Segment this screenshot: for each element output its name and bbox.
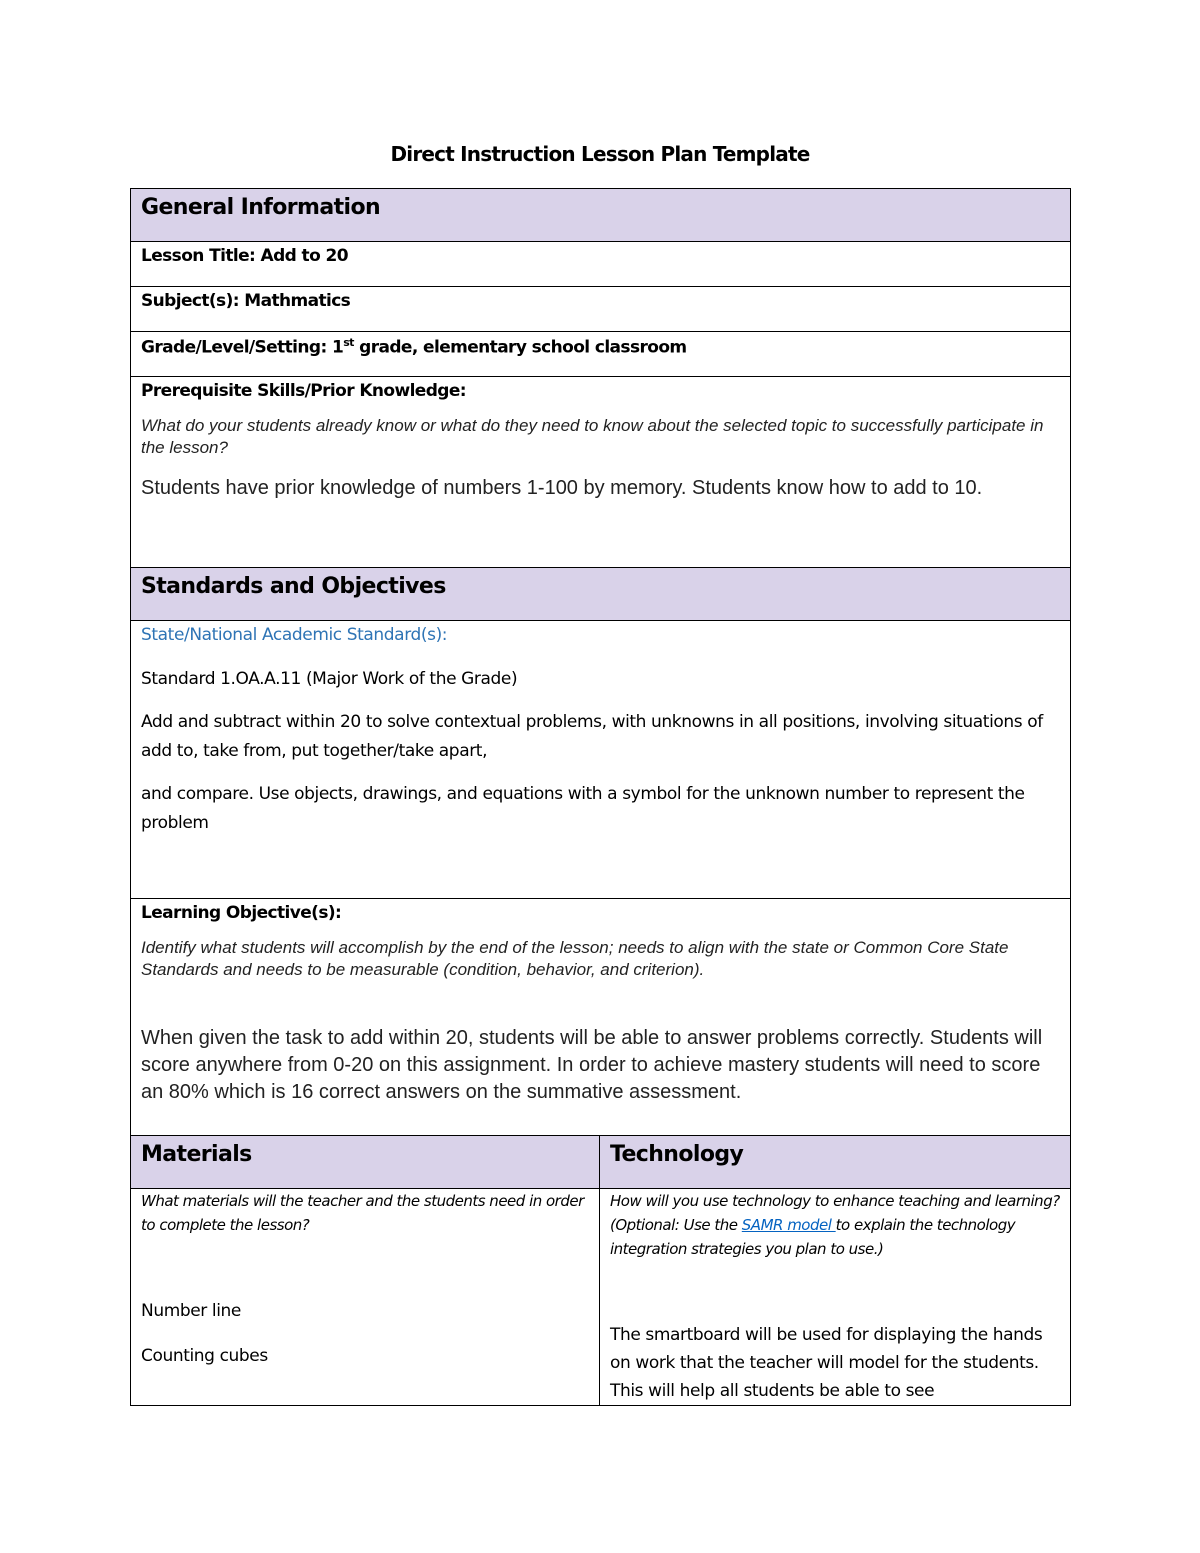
prerequisite-cell: [131, 377, 1071, 568]
materials-item: Counting cubes: [141, 1346, 268, 1366]
grade-ordinal-suffix: st: [343, 336, 354, 349]
subjects-field: Subject(s): Mathmatics: [131, 287, 1071, 332]
materials-prompt: What materials will the teacher and the students need in order to complete the lesson?: [141, 1192, 584, 1234]
technology-cell: [600, 1189, 1071, 1406]
technology-answer: The smartboard will be used for displaying the hands on work that the teacher will model for the students. This will help all students be able to see: [610, 1325, 1043, 1401]
grade-level-setting-field: [131, 332, 1071, 377]
lesson-plan-table: [130, 188, 1071, 1406]
standard-text-1: Add and subtract within 20 to solve contextual problems, with unknowns in all positions, involving situations of add to, take from, put together/take apart,: [141, 712, 1043, 761]
grade-prefix: Grade/Level/Setting: 1: [141, 337, 344, 358]
learning-objective-cell: [131, 899, 1071, 1136]
prerequisite-answer: Students have prior knowledge of numbers 1-100 by memory. Students know how to add to 10.: [141, 477, 983, 499]
samr-model-link[interactable]: SAMR model: [741, 1216, 836, 1234]
grade-suffix: grade, elementary school classroom: [353, 337, 687, 358]
materials-item: Number line: [141, 1301, 241, 1321]
page-title: Direct Instruction Lesson Plan Template: [390, 142, 810, 166]
standards-objectives-heading: Standards and Objectives: [131, 568, 1071, 621]
prerequisite-label: Prerequisite Skills/Prior Knowledge:: [141, 381, 466, 401]
lesson-title-field: Lesson Title: Add to 20: [131, 242, 1071, 287]
standard-text-2: and compare. Use objects, drawings, and equations with a symbol for the unknown number to represent the problem: [141, 784, 1025, 833]
materials-heading: Materials: [131, 1136, 600, 1189]
technology-prompt-end: to explain the technology integration strategies you plan to use.): [610, 1216, 1016, 1258]
standard-label: State/National Academic Standard(s):: [141, 625, 448, 645]
general-information-heading: General Information: [131, 189, 1071, 242]
materials-cell: [131, 1189, 600, 1406]
standards-cell: [131, 621, 1071, 899]
technology-heading: Technology: [600, 1136, 1071, 1189]
standard-code: Standard 1.OA.A.11 (Major Work of the Grade): [141, 669, 518, 689]
learning-objective-answer: When given the task to add within 20, students will be able to answer problems correctly. Students will score anywhere from 0-20 on this assignment. In order to achieve mastery students will need to score an 80% which is 16 correct answers on the summative assessment.: [141, 1027, 1043, 1103]
learning-objective-label: Learning Objective(s):: [141, 903, 342, 923]
prerequisite-prompt: What do your students already know or what do they need to know about the selected topic to successfully participate in the lesson?: [141, 416, 1044, 457]
learning-objective-prompt: Identify what students will accomplish by the end of the lesson; needs to align with the state or Common Core State Standards and needs to be measurable (condition, behavior, and criterion).: [141, 938, 1009, 979]
technology-prompt: [610, 1189, 1060, 1261]
technology-prompt-start: How will you use technology to enhance teaching and learning? (Optional: Use the: [610, 1192, 1060, 1234]
